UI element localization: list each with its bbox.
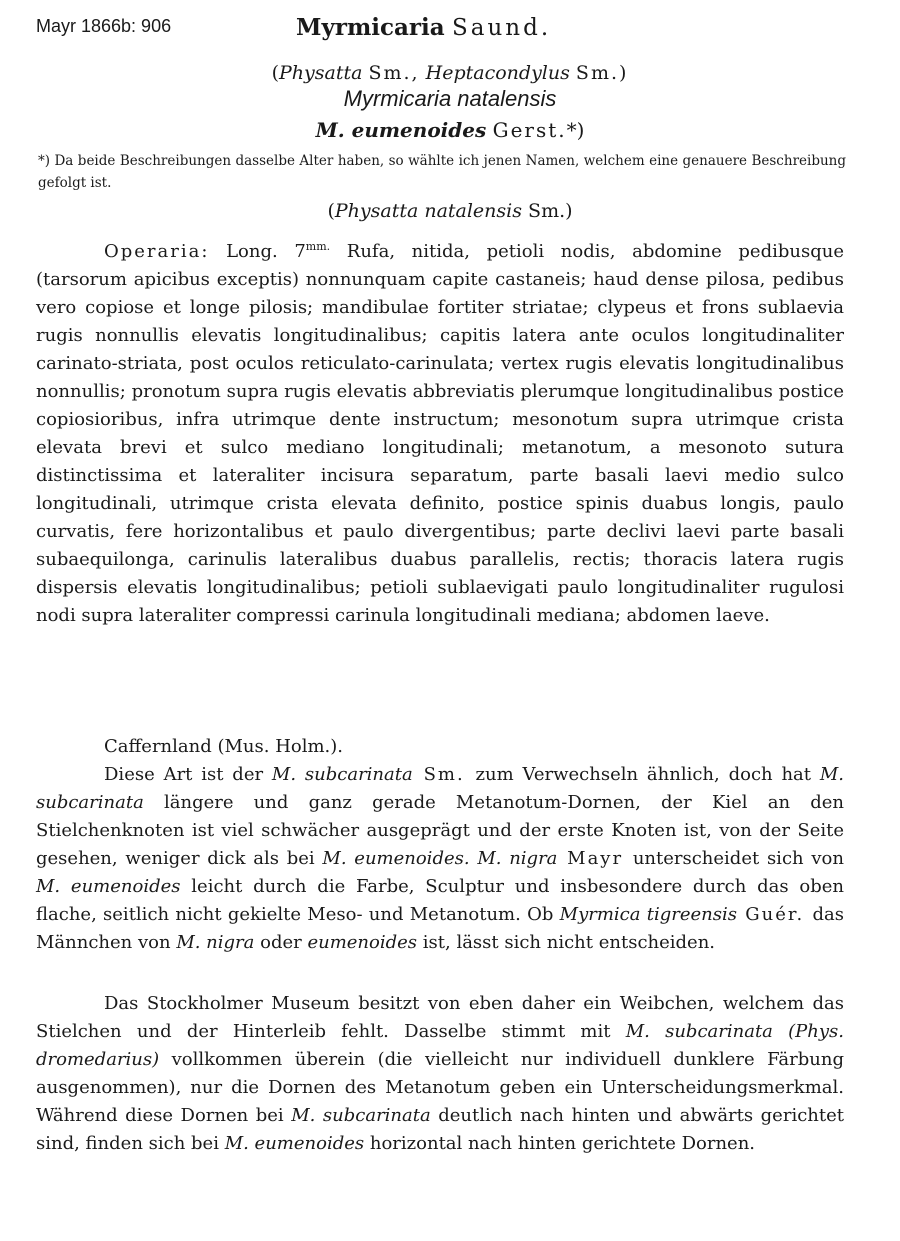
caste-label: Operaria: xyxy=(104,241,210,262)
diag-text-2: zum Verwechseln ähnlich, doch hat xyxy=(475,764,820,785)
diag-text-9: ist, lässt sich nicht entscheiden. xyxy=(417,932,716,953)
diag-text-5: unterscheidet sich von xyxy=(632,848,844,869)
synonym-author-2: Sm.) xyxy=(575,62,629,84)
synonym-author-1: Sm., xyxy=(368,62,420,84)
diag-text-1: Diese Art ist der xyxy=(104,764,272,785)
description-text: Rufa, nitida, petioli nodis, abdomine pedibusque (tarsorum apicibus exceptis) nonnunquam capite castaneis; haud dense pilosa, pedibus vero copiose et longe pilosis; mandibulae fortiter striatae; clypeus et frons sublaevia rugis nonnullis elevatis longitudinalibus; capitis latera ante oculos longitudinaliter carinato-striata, post oculos reticulato-carinulata; vertex rugis elevatis longitudinalibus nonnullis; pronotum supra rugis elevatis abbreviatis plerumque longitudinalibus postice copiosioribus, infra utrimque dente instructum; mesonotum supra utrimque crista elevata brevi et sulco mediano longitudinali; metanotum, a mesonoto sutura distinctissima et lateraliter incisura separatum, parte basali laevi medio sulco longitudinali, utrimque crista elevata definito, postice spinis duabus longis, paulo curvatis, fere horizontalibus et paulo divergentibus; parte declivi laevi parte basali subaequilonga, carinulis lateralibus duabus parallelis, rectis; thoracis latera rugis dispersis elevatis longitudinalibus; petioli sublaevigati paulo longitudinaliter rugulosi nodi supra lateraliter compressi carinula longitudinali mediana; abdomen laeve. xyxy=(36,241,844,626)
synonym-genus-2: Heptacondylus xyxy=(425,62,570,84)
stock-species-1: M. subcarinata (Phys. dromedarius) xyxy=(36,1021,845,1070)
genus-name: Myrmicaria xyxy=(296,14,445,41)
diag-species-8: eumenoides xyxy=(307,932,418,953)
synonyms-open-paren: ( xyxy=(271,62,279,84)
length-unit: mm. xyxy=(305,240,331,253)
footnote-text: Da beide Beschreibungen dasselbe Alter haben, so wählte ich jenen Namen, welchem eine genauere Beschreibung gefolgt ist. xyxy=(38,153,846,191)
diag-species-1: M. subcarinata xyxy=(271,764,413,785)
orig-syn-author: Sm.) xyxy=(528,200,573,222)
description-length: Long. 7 xyxy=(226,241,306,262)
citation-label: Mayr 1866b: 906 xyxy=(36,16,172,36)
genus-synonyms xyxy=(0,62,900,84)
diag-text-6: leicht durch die Farbe, Sculptur und insbesondere durch das oben flache, seitlich nicht gekielte Meso- und Metanotum. Ob xyxy=(36,876,844,925)
diag-text-7: das Männchen von xyxy=(36,904,845,953)
footnote-ref: *) xyxy=(566,118,585,142)
species-heading xyxy=(0,118,900,142)
diag-species-3: M. eumenoides. xyxy=(322,848,470,869)
synonym-genus-1: Physatta xyxy=(279,62,363,84)
orig-syn-open: ( xyxy=(327,200,335,222)
stock-text-3: deutlich nach hinten und abwärts gerichtet sind, finden sich bei xyxy=(36,1105,844,1154)
stock-species-2: M. subcarinata xyxy=(291,1105,431,1126)
diag-author-3: Guér. xyxy=(737,904,813,925)
diag-species-7: M. nigra xyxy=(176,932,255,953)
stockholm-paragraph xyxy=(36,990,844,1158)
diag-author-2: Mayr xyxy=(557,848,633,869)
original-synonym xyxy=(0,200,900,222)
stock-text-1: Das Stockholmer Museum besitzt von eben daher ein Weibchen, welchem das Stielchen und der Hinterleib fehlt. Dasselbe stimmt mit xyxy=(36,993,844,1042)
worker-description xyxy=(36,233,844,630)
stock-species-3: M. eumenoides xyxy=(224,1133,365,1154)
diag-species-4: M. nigra xyxy=(477,848,558,869)
orig-syn-name: Physatta natalensis xyxy=(334,200,522,222)
locality-text: Caffernland (Mus. Holm.). xyxy=(104,736,344,757)
diag-text-3: längere und ganz gerade Metanotum-Dornen, der Kiel an den Stielchenknoten ist viel schwächer ausgeprägt und der erste Knoten ist, von der Seite gesehen, weniger dick als bei xyxy=(36,792,844,869)
stock-text-4: horizontal nach hinten gerichtete Dornen. xyxy=(364,1133,756,1154)
footnote xyxy=(38,150,846,194)
diag-text-8: oder xyxy=(254,932,308,953)
diag-species-2: M. subcarinata xyxy=(36,764,844,813)
diag-species-6: Myrmica tigreensis xyxy=(559,904,738,925)
genus-author: Saund. xyxy=(452,15,552,41)
species-name: M. eumenoides xyxy=(315,118,487,142)
diag-species-5: M. eumenoides xyxy=(36,876,181,897)
modern-species-name: Myrmicaria natalensis xyxy=(343,86,557,111)
locality-line xyxy=(104,733,844,761)
species-author: Gerst. xyxy=(492,118,567,142)
diag-author-1: Sm. xyxy=(412,764,476,785)
footnote-mark: *) xyxy=(38,153,51,169)
genus-heading xyxy=(296,14,551,41)
diagnosis-paragraph xyxy=(36,761,844,957)
stock-text-2: vollkommen überein (die vielleicht nur individuell dunklere Färbung ausgenommen), nur die Dornen des Metanotum geben ein Unterscheidungsmerkmal. Während diese Dornen bei xyxy=(36,1049,844,1126)
